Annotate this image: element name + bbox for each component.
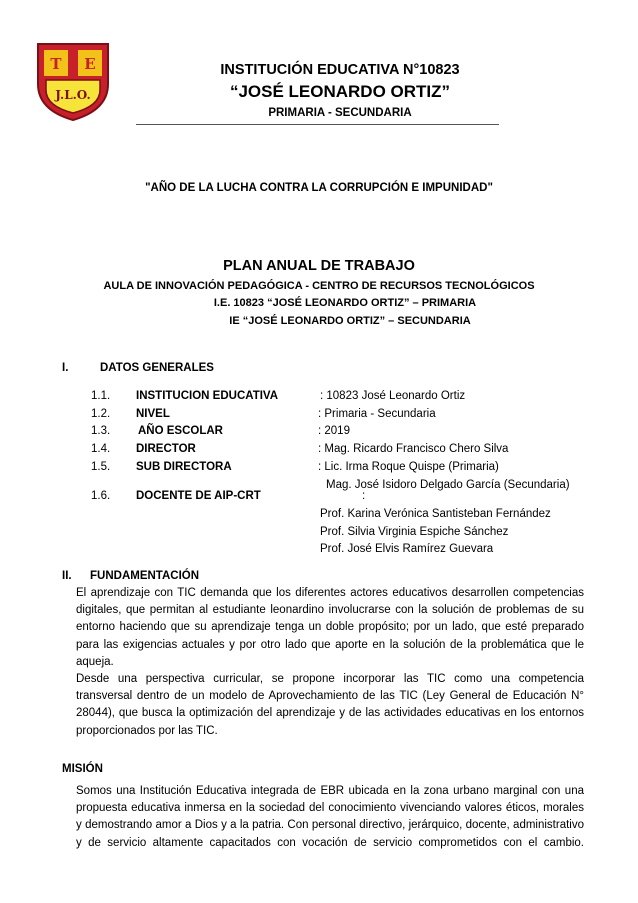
paragraph-line: aqueja. <box>76 655 114 668</box>
institution-title: INSTITUCIÓN EDUCATIVA N°10823 <box>220 62 460 78</box>
datos-item-label: INSTITUCION EDUCATIVA <box>136 390 279 402</box>
datos-item-num: 1.3. <box>91 425 111 437</box>
plan-subtitle-1: AULA DE INNOVACIÓN PEDAGÓGICA - CENTRO DE RECURSOS TECNOLÓGICOS <box>103 280 535 292</box>
mision-paragraph <box>76 783 584 852</box>
paragraph-line: Desde una perspectiva curricular, se propone incorporar las TIC como una competencia <box>76 673 584 685</box>
fundamentacion-paragraph-1 <box>76 585 584 671</box>
datos-item-value: : Mag. Ricardo Francisco Chero Silva <box>318 443 509 455</box>
datos-item-num: 1.2. <box>91 408 111 420</box>
paragraph-line: entorno haciendo que su aprendizaje tenga un doble propósito; por un lado, que esté preparado <box>76 621 584 634</box>
paragraph-line: 28044), que busca la optimización del aprendizaje y de las actividades educativas en los entornos <box>76 707 584 720</box>
datos-item-label: DIRECTOR <box>136 443 196 455</box>
subdirector-secundaria: Mag. José Isidoro Delgado García (Secundaria) <box>326 479 570 491</box>
header-divider <box>136 124 499 125</box>
docente-name: Prof. Karina Verónica Santisteban Fernández <box>320 508 551 520</box>
school-name: “JOSÉ LEONARDO ORTIZ” <box>229 82 451 101</box>
section-2-number: II. <box>62 570 72 582</box>
datos-item-num: 1.6. <box>91 490 111 502</box>
paragraph-line: Somos una Institución Educativa integrada de EBR ubicada en la zona urbano marginal con una <box>76 785 584 797</box>
school-crest-icon <box>34 40 112 122</box>
plan-title: PLAN ANUAL DE TRABAJO <box>223 258 415 274</box>
datos-item-colon: : <box>362 490 366 502</box>
crest-letter-left: T <box>50 55 62 73</box>
school-crest-logo <box>34 40 112 122</box>
datos-item-num: 1.4. <box>91 443 111 455</box>
paragraph-line: digitales, que permitan al estudiante leonardino involucrarse con la solución de problemas de su <box>76 604 584 617</box>
datos-item-value: : Primaria - Secundaria <box>318 408 436 420</box>
datos-item-label: DOCENTE DE AIP-CRT <box>136 490 261 502</box>
paragraph-line: El aprendizaje con TIC demanda que los diferentes actores educativos desarrollen competencias <box>76 587 584 599</box>
paragraph-line: propuesta educativa inmersa en la sociedad del conocimiento vivenciando valores éticos, morales <box>76 802 584 815</box>
datos-item-value: : 10823 José Leonardo Ortiz <box>320 390 466 402</box>
section-1-heading: DATOS GENERALES <box>100 362 214 374</box>
paragraph-line: y de servicio altamente capacitados con vocación de servicio comprometidos con el cambio. <box>76 836 584 849</box>
crest-letters-center: J.L.O. <box>55 88 91 102</box>
plan-subtitle-2: I.E. 10823 “JOSÉ LEONARDO ORTIZ” – PRIMARIA <box>213 297 477 309</box>
school-levels: PRIMARIA - SECUNDARIA <box>268 107 412 119</box>
datos-item-label: SUB DIRECTORA <box>136 461 232 473</box>
datos-item-label: AÑO ESCOLAR <box>138 425 223 437</box>
section-2-heading: FUNDAMENTACIÓN <box>90 570 200 582</box>
fundamentacion-paragraph-2 <box>76 671 584 740</box>
crest-letter-right: E <box>84 55 96 73</box>
datos-item-num: 1.1. <box>91 390 111 402</box>
plan-subtitle-3: IE “JOSÉ LEONARDO ORTIZ” – SECUNDARIA <box>229 315 471 327</box>
mision-heading: MISIÓN <box>62 763 103 775</box>
paragraph-line: para las exigencias actuales y por otro lado que aporte en la solución de la problemática que le <box>76 638 584 651</box>
docente-name: Prof. Silvia Virginia Espiche Sánchez <box>320 526 509 538</box>
year-motto: "AÑO DE LA LUCHA CONTRA LA CORRUPCIÓN E IMPUNIDAD" <box>145 182 493 194</box>
paragraph-line: transversal dentro de un modelo de Aprovechamiento de las TIC (Ley General de Educación N° <box>76 690 584 703</box>
docente-name: Prof. José Elvis Ramírez Guevara <box>320 543 494 555</box>
paragraph-line: y demostrando amor a Dios y a la patria. Con personal directivo, jerárquico, docente, administrativo <box>76 819 584 832</box>
datos-item-num: 1.5. <box>91 461 111 473</box>
datos-item-label: NIVEL <box>136 408 170 420</box>
section-1-number: I. <box>62 362 69 374</box>
paragraph-line: proporcionados por las TIC. <box>76 724 218 737</box>
datos-item-value: : Lic. Irma Roque Quispe (Primaria) <box>318 461 499 473</box>
datos-item-value: : 2019 <box>318 425 350 437</box>
